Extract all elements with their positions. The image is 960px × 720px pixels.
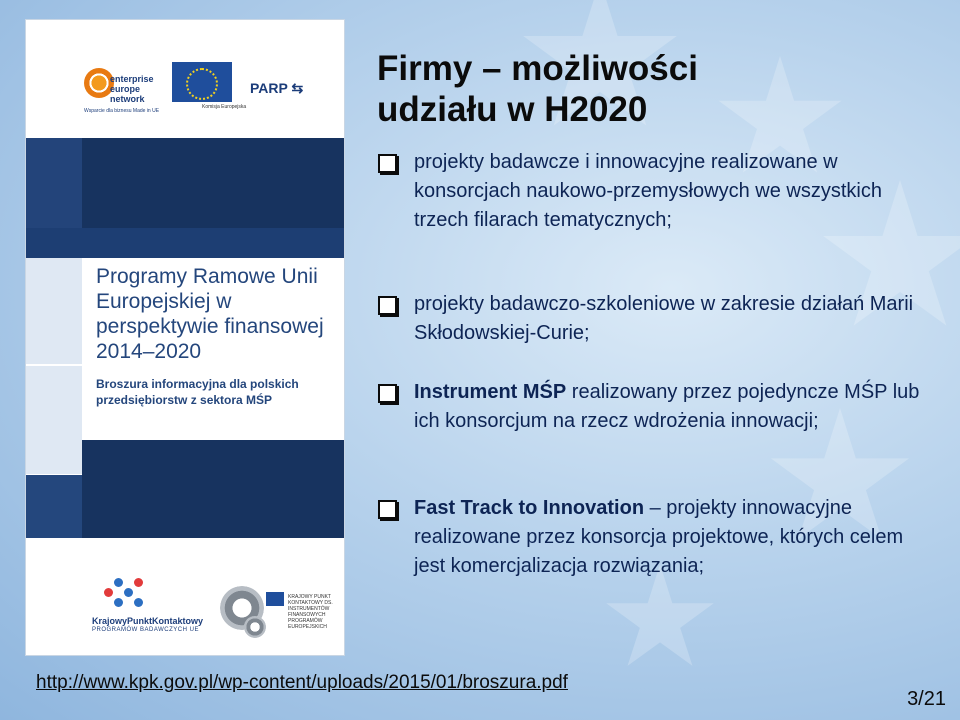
- kpk-logo-program: PROGRAMÓW BADAWCZYCH UE: [92, 627, 199, 633]
- brochure-cover: [26, 20, 344, 655]
- parp-logo: [250, 80, 303, 97]
- bullet-item: [378, 378, 938, 436]
- cover-band-low: [82, 440, 344, 538]
- gear-icon: [244, 616, 266, 638]
- een-tagline: Wsparcie dla biznesu Made in UE: [84, 108, 160, 114]
- slide-title-line-2: udziału w H2020: [377, 90, 648, 129]
- cover-year: 2014: [38, 58, 70, 74]
- bullet-item: [378, 148, 938, 235]
- source-link[interactable]: http://www.kpk.gov.pl/wp-content/uploads/2015/01/broszura.pdf: [36, 672, 568, 693]
- kpk-financial-label: KRAJOWY PUNKT KONTAKTOWY DS. INSTRUMENTÓW FINANSOWYCH PROGRAMÓW EUROPEJSKICH: [288, 594, 333, 630]
- bullet-text-lead: projekty badawczo-szkoleniowe: [414, 293, 696, 315]
- checkbox-bullet-icon: [378, 154, 397, 173]
- bullet-strong: Instrument MŚP: [414, 381, 567, 403]
- parp-arrows-icon: ⇆: [291, 80, 304, 96]
- cover-band-low-side: [26, 475, 82, 538]
- page-number: 3/21: [907, 688, 946, 710]
- kpk-logo-name: KrajowyPunktKontaktowy: [92, 616, 204, 626]
- cover-title: Programy Ramowe Unii Europejskiej w perspektywie finansowej 2014–2020: [96, 265, 324, 363]
- cover-year-box: [26, 138, 82, 228]
- bullet-text: w zakresie działań Marii Skłodowskiej-Curie;: [414, 293, 914, 344]
- eu-flag-small-icon: [266, 592, 284, 606]
- checkbox-bullet-icon: [378, 296, 397, 315]
- bullet-text: realizowany przez pojedyncze MŚP lub ich konsorcjum na rzecz wdrożenia innowacji;: [414, 381, 920, 432]
- cover-subtitle: Broszura informacyjna dla polskich przedsiębiorstw z sektora MŚP: [96, 377, 299, 407]
- een-logo-text: enterprise europe network: [110, 74, 154, 104]
- eu-flag-icon: [172, 62, 232, 102]
- parp-logo-text: PARP: [250, 80, 288, 96]
- bullet-text-lead: projekty badawcze i innowacyjne: [414, 151, 706, 173]
- enterprise-europe-network-logo: [84, 68, 162, 112]
- checkbox-bullet-icon: [378, 500, 397, 519]
- bullet-item: [378, 290, 938, 348]
- kpk-network-icon: [104, 578, 144, 608]
- european-commission-label: Komisja Europejska: [202, 104, 247, 110]
- slide-title: [377, 48, 937, 130]
- checkbox-bullet-icon: [378, 384, 397, 403]
- bullet-text: – projekty innowacyjne realizowane przez konsorcja projektowe, których celem jest komercjalizacja rozwiązania;: [414, 497, 904, 577]
- bullet-item: [378, 494, 938, 581]
- bullet-strong: Fast Track to Innovation: [414, 497, 645, 519]
- slide-title-line-1: Firmy – możliwości: [377, 49, 698, 88]
- bullet-text: realizowane w konsorcjach naukowo-przemysłowych we wszystkich trzech filarach tematycznych;: [414, 151, 882, 231]
- cover-band-mid: [26, 228, 344, 258]
